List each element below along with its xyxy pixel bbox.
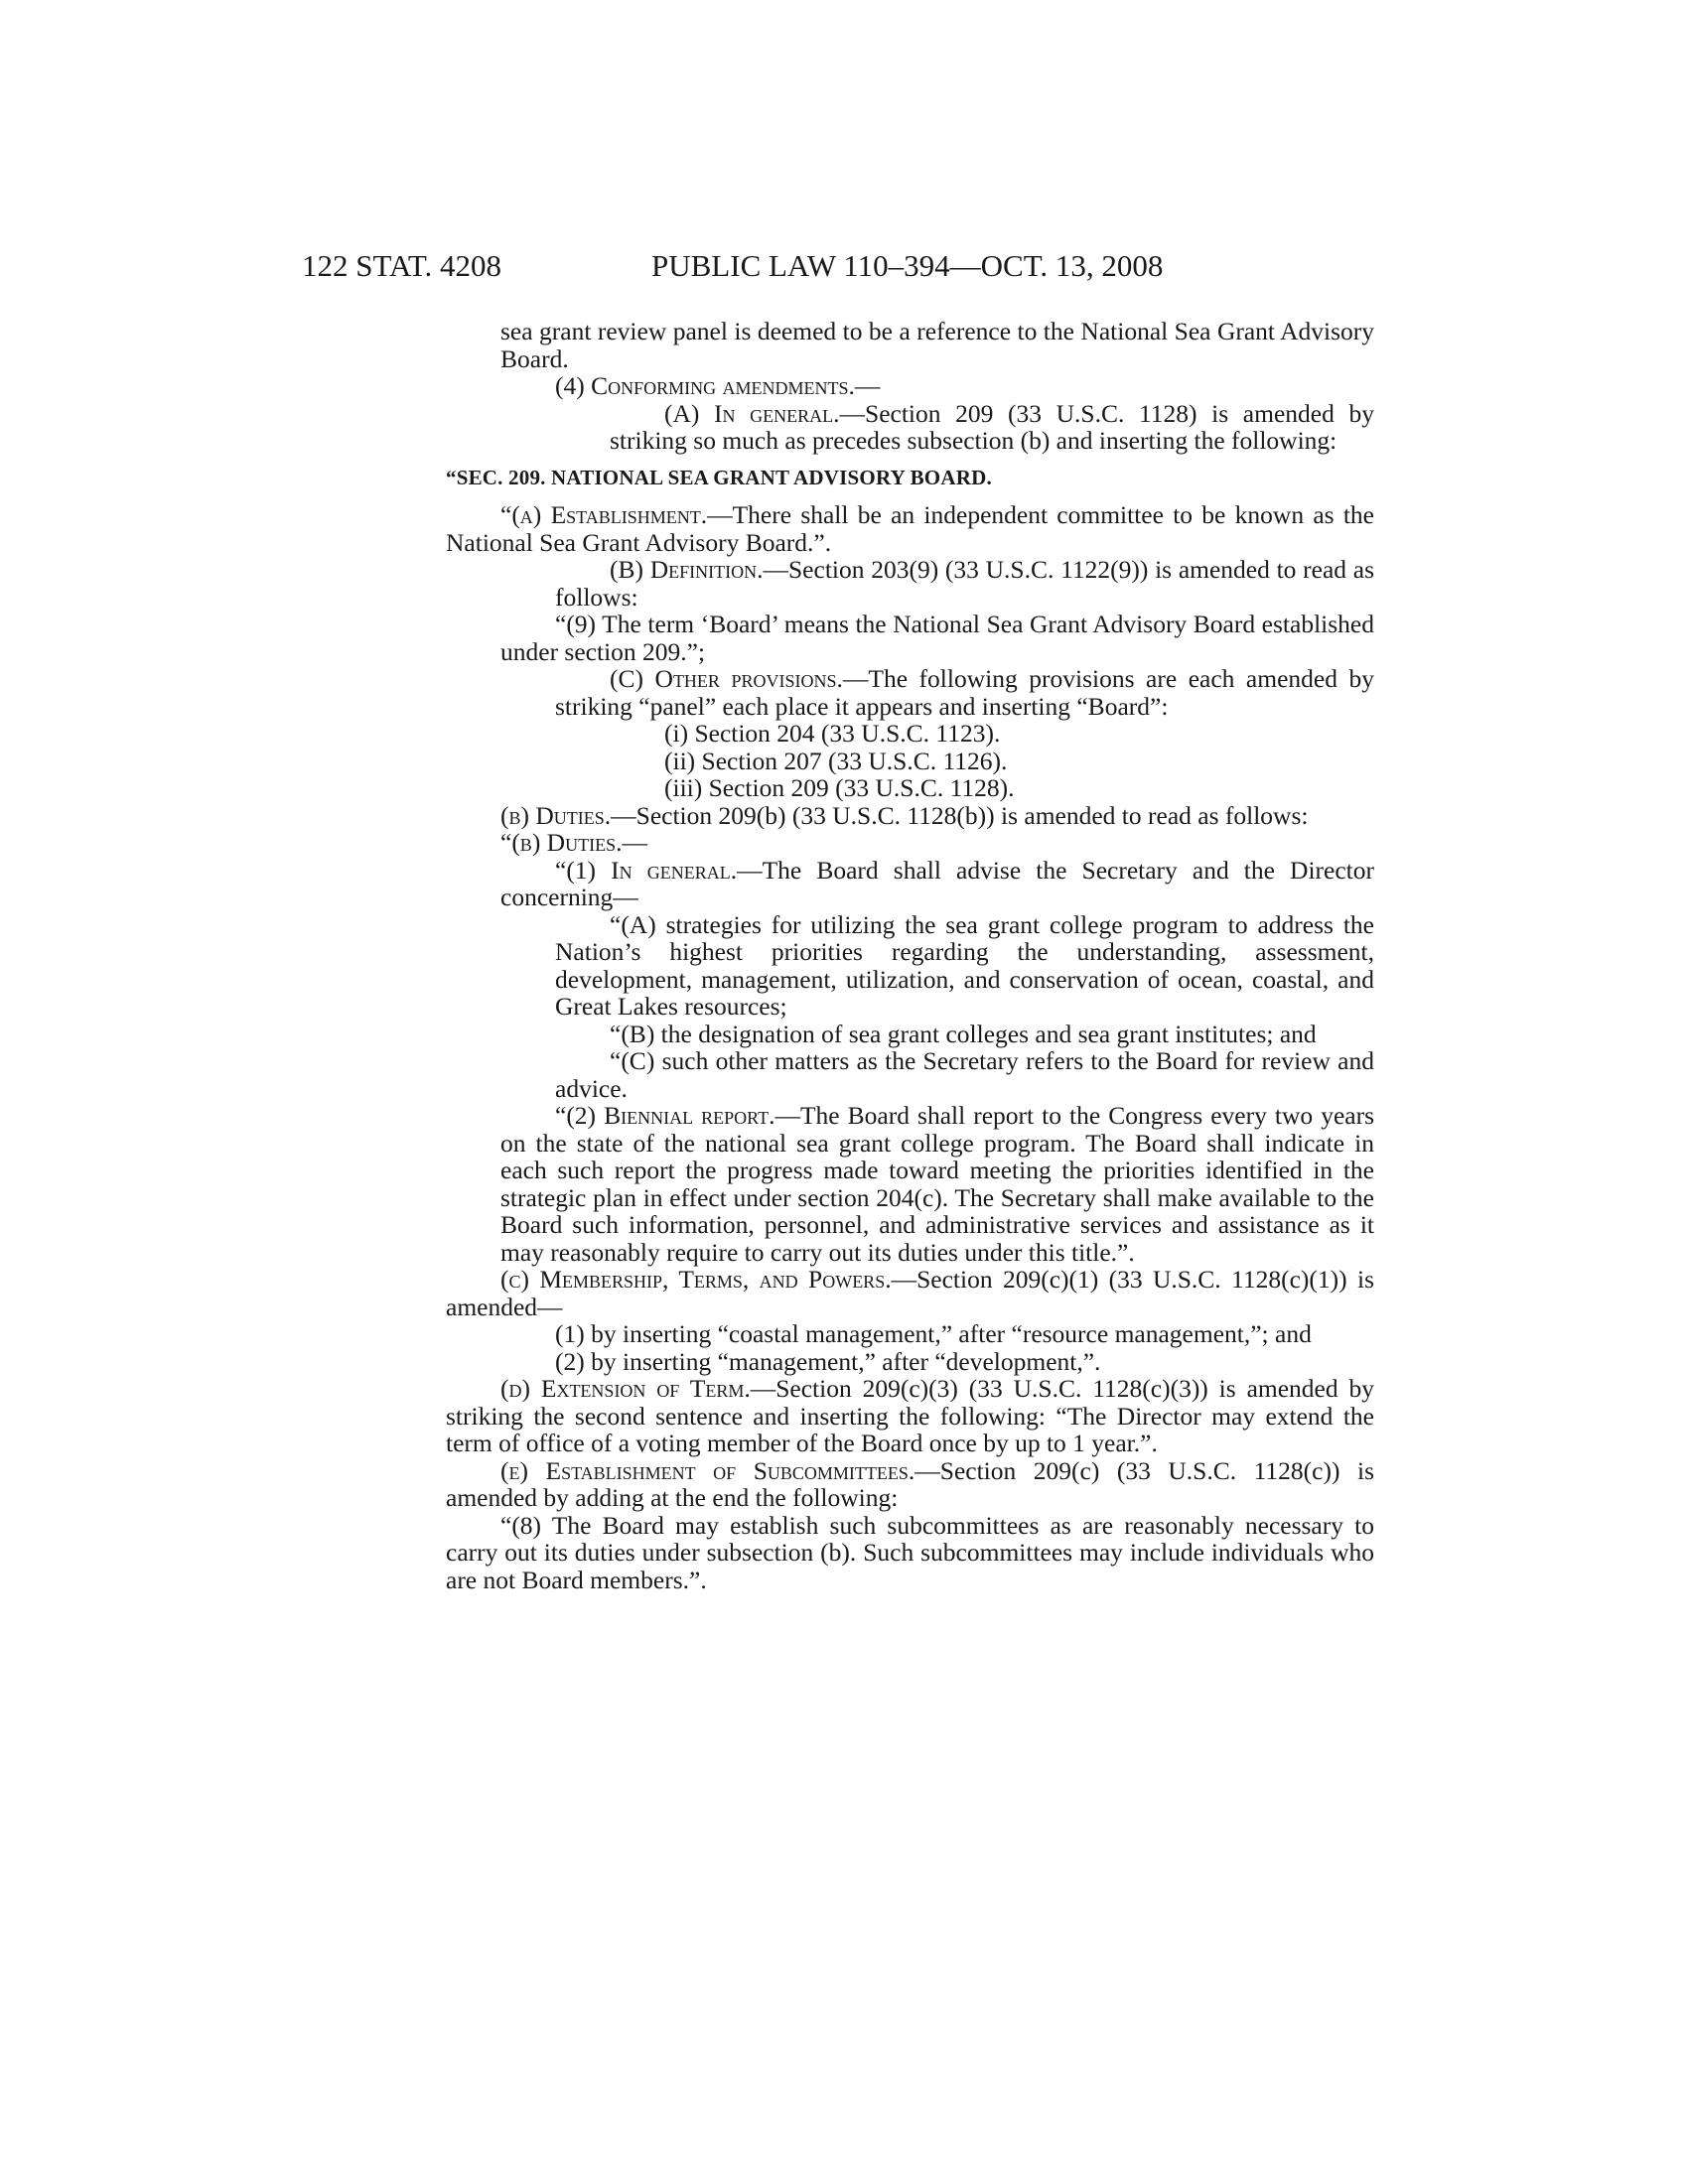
heading-in-general: (A) In general. bbox=[664, 398, 840, 428]
text-advise: —The Board shall advise the Secretary and the Director concerning— bbox=[500, 855, 1375, 911]
paragraph-duties bbox=[446, 802, 1374, 830]
heading-definition: (B) Definition. bbox=[610, 555, 764, 584]
paragraph-other-provisions bbox=[555, 665, 1374, 720]
paragraph-duties-subsection bbox=[500, 829, 1374, 857]
paragraph-conforming-amendments bbox=[500, 372, 1374, 400]
list-item: (i) Section 204 (33 U.S.C. 1123). bbox=[664, 719, 1001, 748]
paragraph-advise bbox=[500, 857, 1374, 911]
list-item: (ii) Section 207 (33 U.S.C. 1126). bbox=[664, 746, 1008, 775]
text-establishment: —There shall be an independent committee to be known as the National Sea Grant Advisory Board.”. bbox=[446, 500, 1374, 557]
heading-membership: (c) Membership, Terms, and Powers. bbox=[500, 1265, 892, 1294]
running-head: PUBLIC LAW 110–394—OCT. 13, 2008 bbox=[651, 248, 1164, 283]
paragraph-in-general bbox=[610, 400, 1374, 455]
list-item-c: “(C) such other matters as the Secretary refers to the Board for review and advice. bbox=[555, 1046, 1374, 1103]
text-biennial-report: —The Board shall report to the Congress every two years on the state of the national sea grant college program. The Board shall indicate in each such report the progress made toward meeting the priorities identified in the strategic plan in effect under section 204(c). The Secretary shall make available to the Board such information, personnel, and administrative services and assistance as it may reasonably require to carry out its duties under this title.”. bbox=[500, 1101, 1375, 1267]
paragraph-board-subcommittees: “(8) The Board may establish such subcommittees as are reasonably necessary to carry out its duties under subsection (b). Such subcommittees may include individuals who are not Board members.”. bbox=[446, 1510, 1374, 1594]
paragraph-extension-of-term bbox=[446, 1375, 1374, 1457]
paragraph-board-term: “(9) The term ‘Board’ means the National Sea Grant Advisory Board established under section 209.”; bbox=[500, 610, 1374, 666]
page-header bbox=[302, 246, 1374, 286]
list-item: (iii) Section 209 (33 U.S.C. 1128). bbox=[664, 773, 1015, 802]
text-subcommittees: —Section 209(c) (33 U.S.C. 1128(c)) is amended by adding at the end the following: bbox=[446, 1455, 1374, 1512]
list-item-a: “(A) strategies for utilizing the sea grant college program to address the Nation’s highest priorities regarding the understanding, assessment, development, management, utilization, and conservation of ocean, coastal, and Great Lakes resources; bbox=[555, 909, 1374, 1021]
heading-establishment: “(a) Establishment. bbox=[500, 500, 708, 529]
list-item-b: “(B) the designation of sea grant colleges and sea grant institutes; and bbox=[610, 1019, 1317, 1048]
list-item-1: (1) by inserting “coastal management,” after “resource management,”; and bbox=[555, 1319, 1312, 1348]
text-membership: —Section 209(c)(1) (33 U.S.C. 1128(c)(1)) is amended— bbox=[446, 1265, 1374, 1321]
heading-duties: (b) Duties. bbox=[500, 800, 612, 830]
paragraph-membership bbox=[446, 1266, 1374, 1320]
section-heading: “SEC. 209. NATIONAL SEA GRANT ADVISORY BOARD. bbox=[446, 465, 992, 489]
heading-biennial-report: “(2) Biennial report. bbox=[555, 1101, 775, 1130]
list-item-2: (2) by inserting “management,” after “development,”. bbox=[555, 1346, 1101, 1376]
paragraph-establishment bbox=[446, 501, 1374, 556]
paragraph-continuation: sea grant review panel is deemed to be a reference to the National Sea Grant Advisory Board. bbox=[500, 317, 1374, 373]
heading-subcommittees: (e) Establishment of Subcommittees. bbox=[500, 1455, 915, 1485]
statute-page-reference: 122 STAT. 4208 bbox=[302, 248, 502, 283]
heading-duties-subsection: “(b) Duties.— bbox=[500, 828, 647, 857]
heading-in-general-2: “(1) In general. bbox=[555, 855, 738, 885]
heading-extension-of-term: (d) Extension of Term. bbox=[500, 1374, 751, 1403]
paragraph-definition bbox=[555, 556, 1374, 611]
text-other-provisions: —The following provisions are each amended by striking “panel” each place it appears and inserting “Board”: bbox=[555, 664, 1374, 721]
heading-conforming-amendments: (4) Conforming amendments.— bbox=[555, 371, 881, 400]
document-body bbox=[446, 317, 1375, 1594]
text-extension-of-term: —Section 209(c)(3) (33 U.S.C. 1128(c)(3)) is amended by striking the second sentence and inserting the following: “The Director may extend the term of office of a voting member of the Board once by up to 1 year.”. bbox=[446, 1374, 1374, 1457]
paragraph-subcommittees bbox=[446, 1457, 1374, 1512]
text-definition: —Section 203(9) (33 U.S.C. 1122(9)) is amended to read as follows: bbox=[555, 555, 1374, 612]
text-in-general: —Section 209 (33 U.S.C. 1128) is amended by striking so much as precedes subsection (b) and inserting the following: bbox=[610, 398, 1374, 455]
paragraph-biennial-report bbox=[500, 1102, 1374, 1266]
heading-other-provisions: (C) Other provisions. bbox=[610, 664, 843, 693]
text-duties: —Section 209(b) (33 U.S.C. 1128(b)) is amended to read as follows: bbox=[611, 800, 1309, 830]
